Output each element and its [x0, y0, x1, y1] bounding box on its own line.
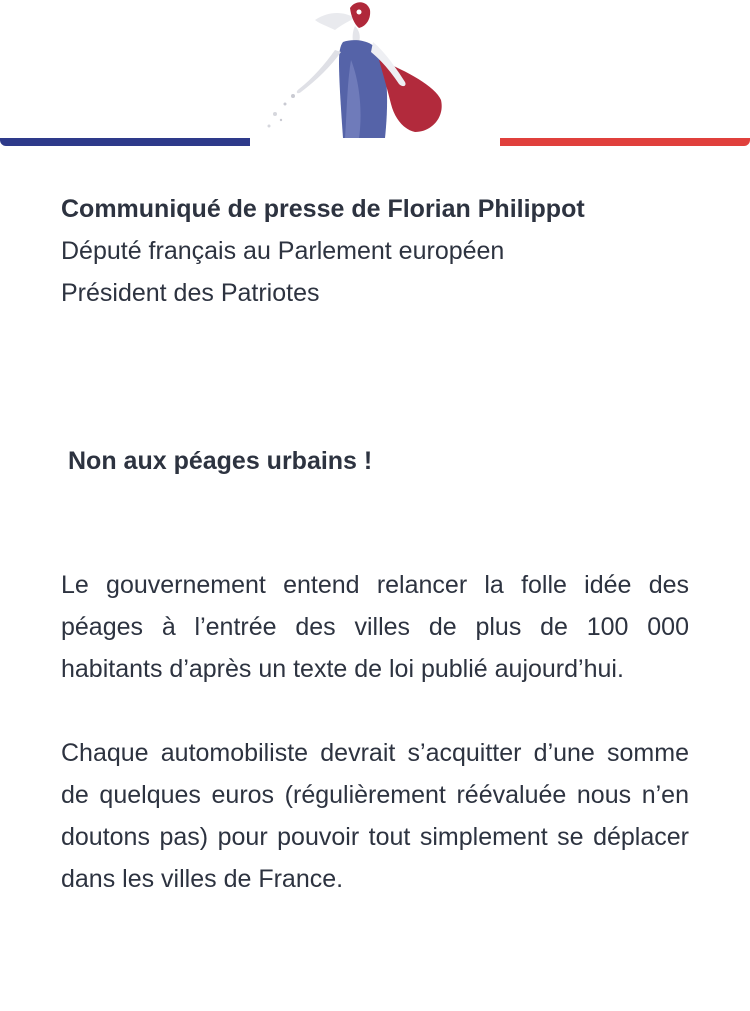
- sender-title: Communiqué de presse de Florian Philippot: [61, 195, 585, 223]
- press-release-body: [61, 564, 689, 900]
- paragraph-2: Chaque automobiliste devrait s’acquitter d’une somme de quelques euros (régulièrement réévaluée nous n’en doutons pas) pour pouvoir tout simplement se déplacer dans les villes de France.: [61, 739, 689, 893]
- sender-block: [61, 188, 689, 314]
- marianne-logo: [255, 0, 455, 140]
- sender-role-mep: Député français au Parlement européen: [61, 237, 505, 265]
- blue-band: [0, 138, 250, 146]
- letterhead: [0, 0, 750, 150]
- paragraph-1: Le gouvernement entend relancer la folle idée des péages à l’entrée des villes de plus de 100 000 habitants d’après un texte de loi publié aujourd’hui.: [61, 571, 689, 683]
- red-band: [500, 138, 750, 146]
- sender-role-party: Président des Patriotes: [61, 279, 320, 307]
- press-release-headline: Non aux péages urbains !: [68, 447, 373, 475]
